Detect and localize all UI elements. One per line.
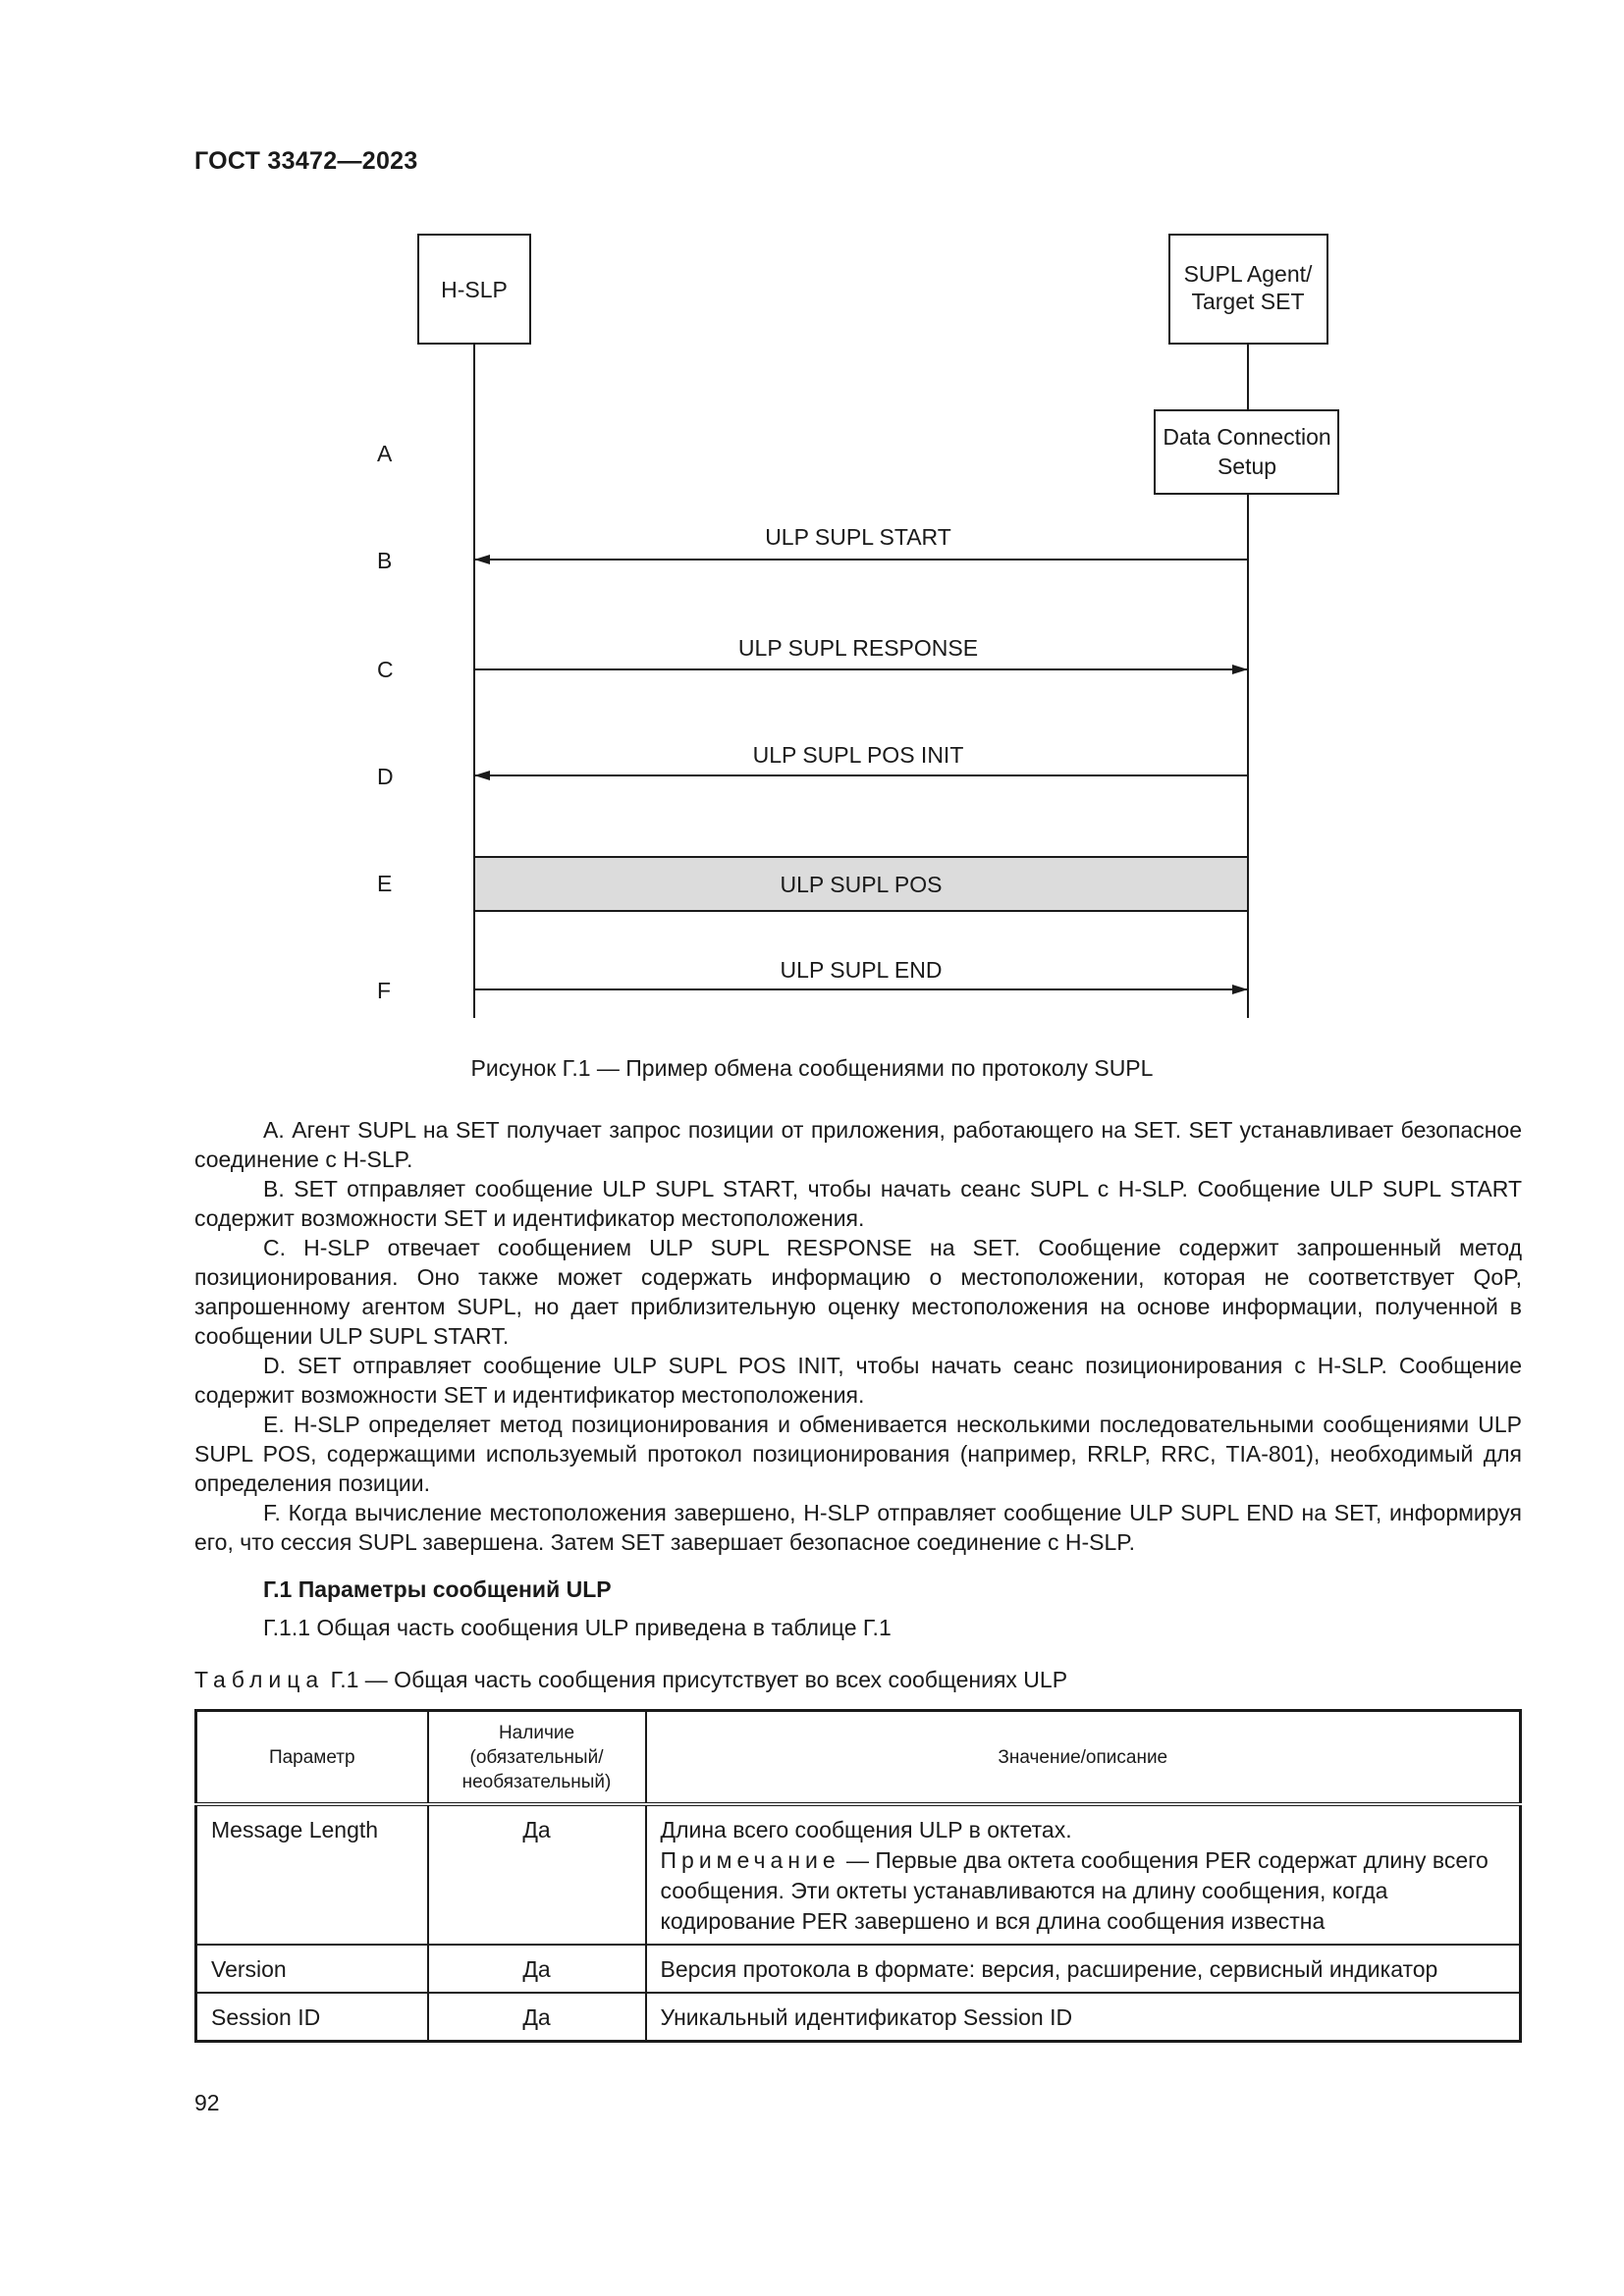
figure-caption: Рисунок Г.1 — Пример обмена сообщениями по протоколу SUPL <box>470 1055 1154 1081</box>
paragraph-e: E. H-SLP определяет метод позиционирования и обменивается несколькими последовательными сообщениями ULP SUPL POS, содержащими используемый протокол позиционирования (например, RRLP, RRC, TIA-801), необходимый для определения позиции. <box>194 1412 1522 1496</box>
header-presence-line1: Наличие <box>498 1722 575 1743</box>
message-label-e: ULP SUPL POS <box>780 872 943 897</box>
paragraph-a: A. Агент SUPL на SET получает запрос позиции от приложения, работающего на SET. SET устанавливает безопасное соединение с H-SLP. <box>194 1117 1522 1172</box>
table-row <box>196 1804 1521 1945</box>
table-caption <box>194 1667 1067 1693</box>
table-caption-text: Г.1 — Общая часть сообщения присутствует во всех сообщениях ULP <box>330 1667 1068 1692</box>
description-note <box>661 1845 1506 1937</box>
paragraph-f: F. Когда вычисление местоположения завершено, H-SLP отправляет сообщение ULP SUPL END на SET, информируя его, что сессия SUPL завершена. Затем SET завершает безопасное соединение с H-SLP. <box>194 1500 1522 1555</box>
document-header: ГОСТ 33472—2023 <box>194 147 418 175</box>
entity-label-supl-agent-line1: SUPL Agent/ <box>1183 261 1313 287</box>
entity-label-hslp: H-SLP <box>441 277 508 302</box>
cell-param: Version <box>196 1945 428 1993</box>
paragraph-d: D. SET отправляет сообщение ULP SUPL POS INIT, чтобы начать сеанс позиционирования с H-SLP. Сообщение содержит возможности SET и идентификатор местоположения. <box>194 1353 1522 1408</box>
setup-label-line2: Setup <box>1217 454 1277 479</box>
table-caption-prefix: Таблица <box>194 1667 325 1692</box>
cell-description: Версия протокола в формате: версия, расширение, сервисный индикатор <box>646 1945 1521 1993</box>
description-text: Длина всего сообщения ULP в октетах. <box>660 1817 1072 1842</box>
table-row <box>196 1945 1521 1993</box>
cell-description <box>646 1804 1521 1945</box>
note-text: — Первые два октета сообщения PER содержат длину всего сообщения. Эти октеты устанавливаются на длину сообщения, когда кодирование PER завершено и вся длина сообщения известна <box>660 1847 1489 1934</box>
header-presence-line3: необязательный) <box>461 1771 612 1792</box>
message-label-c: ULP SUPL RESPONSE <box>737 635 979 661</box>
cell-presence: Да <box>428 1993 646 2042</box>
step-letter-e: E <box>377 871 393 896</box>
step-descriptions <box>194 1115 1522 1557</box>
subsection-text: Г.1.1 Общая часть сообщения ULP приведена в таблице Г.1 <box>263 1615 892 1640</box>
section-heading: Г.1 Параметры сообщений ULP <box>263 1576 612 1602</box>
message-label-b: ULP SUPL START <box>765 524 951 550</box>
cell-presence: Да <box>428 1945 646 1993</box>
cell-presence: Да <box>428 1804 646 1945</box>
message-label-d: ULP SUPL POS INIT <box>752 742 964 768</box>
table-row <box>196 1993 1521 2042</box>
header-presence-line2: (обязательный/ <box>469 1746 604 1768</box>
paragraph-b: B. SET отправляет сообщение ULP SUPL START, чтобы начать сеанс SUPL с H-SLP. Сообщение ULP SUPL START содержит возможности SET и идентификатор местоположения. <box>194 1176 1522 1231</box>
cell-param: Message Length <box>196 1804 428 1945</box>
note-label: Примечание <box>660 1847 840 1873</box>
cell-description: Уникальный идентификатор Session ID <box>646 1993 1521 2042</box>
page-number: 92 <box>194 2090 220 2115</box>
data-connection-setup-box <box>1155 410 1338 494</box>
step-letter-a: A <box>377 441 393 466</box>
step-letter-b: B <box>377 548 393 573</box>
setup-label-line1: Data Connection <box>1163 424 1331 450</box>
header-description: Значение/описание <box>646 1711 1521 1805</box>
header-presence <box>428 1711 646 1805</box>
step-letter-d: D <box>377 764 394 789</box>
step-letter-c: C <box>377 657 394 682</box>
message-label-f: ULP SUPL END <box>780 957 943 983</box>
ulp-common-part-table <box>194 1709 1522 2043</box>
header-param: Параметр <box>196 1711 428 1805</box>
entity-label-supl-agent-line2: Target SET <box>1191 289 1305 314</box>
sequence-diagram <box>0 0 1624 1041</box>
table-header-row <box>196 1711 1521 1805</box>
paragraph-c: C. H-SLP отвечает сообщением ULP SUPL RESPONSE на SET. Сообщение содержит запрошенный метод позиционирования. Оно также может содержать информацию о местоположении, которая не соответствует QoP, запрошенному агентом SUPL, но дает приблизительную оценку местоположения на основе информации, полученной в сообщении ULP SUPL START. <box>194 1235 1522 1349</box>
cell-param: Session ID <box>196 1993 428 2042</box>
step-letter-f: F <box>377 978 392 1003</box>
